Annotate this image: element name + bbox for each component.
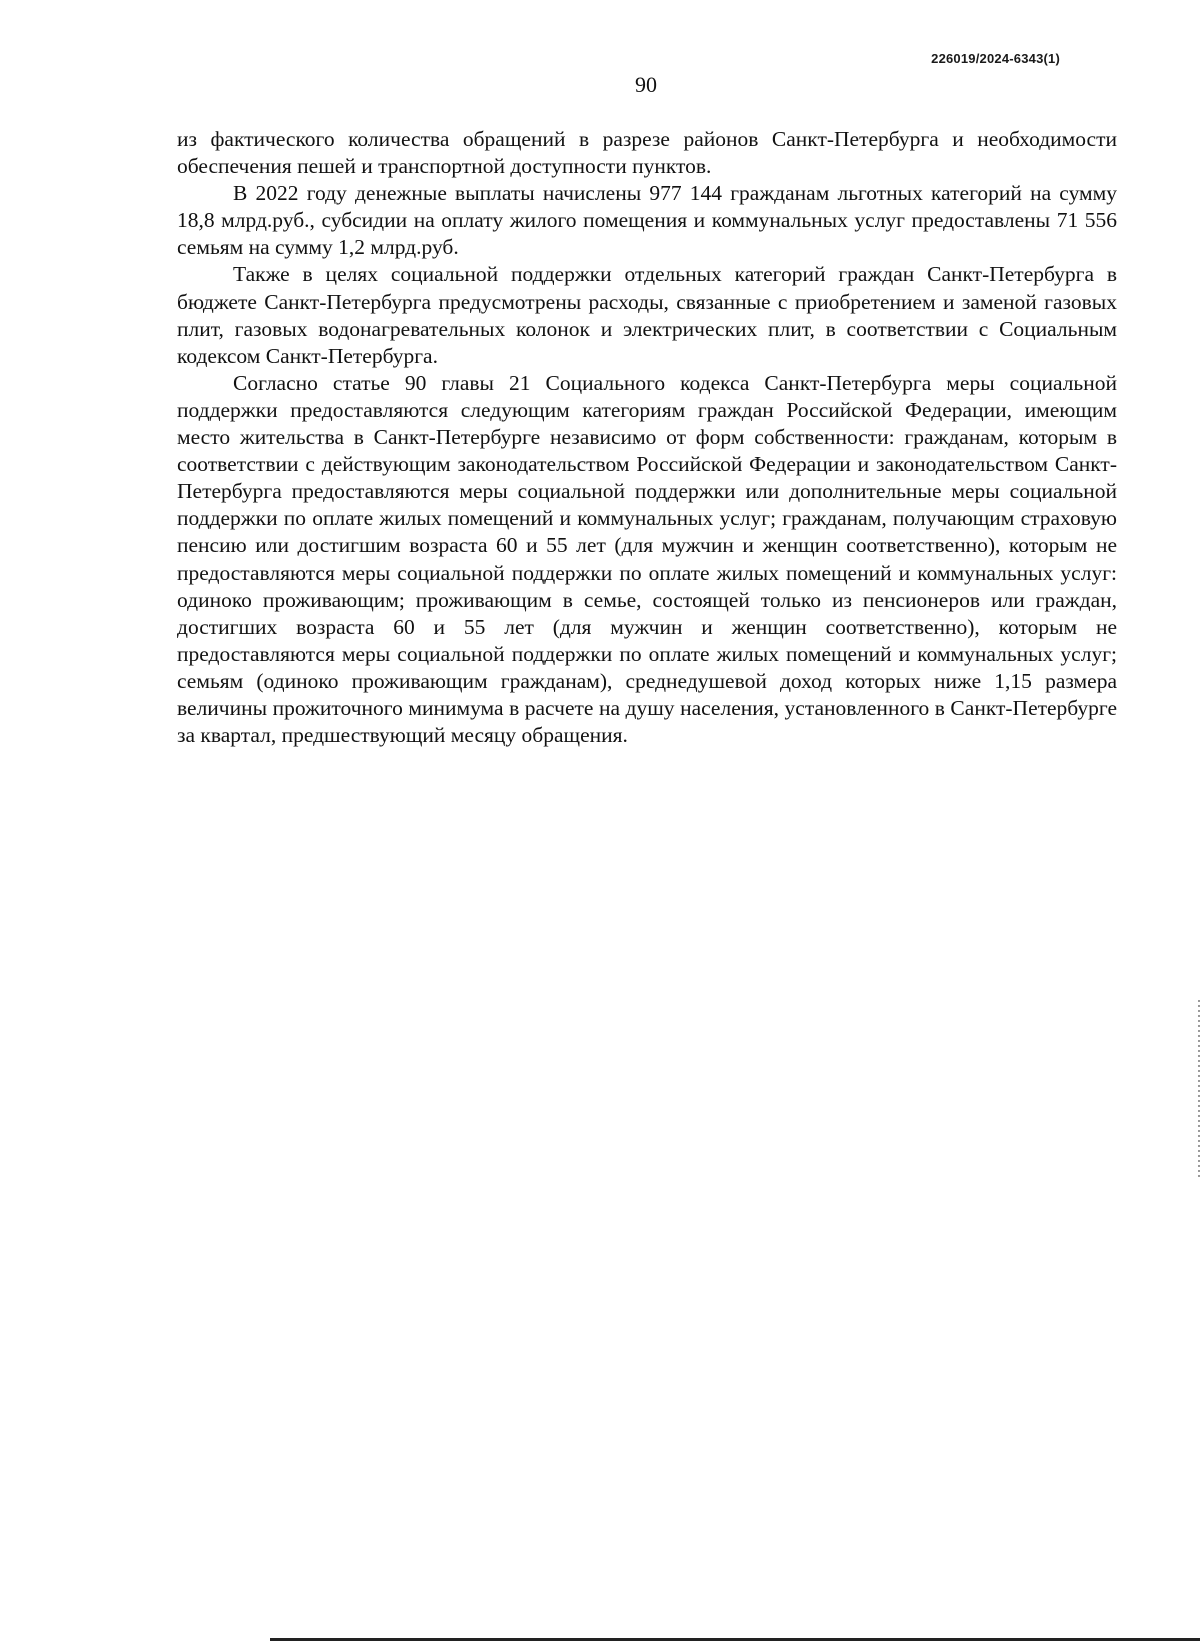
paragraph-gas-stoves-support: Также в целях социальной поддержки отдельных категорий граждан Санкт-Петербурга в бюджете Санкт-Петербурга предусмотрены расходы, связанные с приобретением и заменой газовых плит, газовых водонагревательных колонок и электрических плит, в соответствии с Социальным кодексом Санкт-Петербурга.	[177, 262, 1117, 368]
paragraph-article-90: Согласно статье 90 главы 21 Социального кодекса Санкт-Петербурга меры социальной поддержки предоставляются следующим категориям граждан Российской Федерации, имеющим место жительства в Санкт-Петербурге независимо от форм собственности: гражданам, которым в соответствии с действующим законодательством Российской Федерации и законодательством Санкт-Петербурга предоставляются меры социальной поддержки или дополнительные меры социальной поддержки по оплате жилых помещений и коммунальных услуг; гражданам, получающим страховую пенсию или достигшим возраста 60 и 55 лет (для мужчин и женщин соответственно), которым не предоставляются меры социальной поддержки по оплате жилых помещений и коммунальных услуг: одиноко проживающим; проживающим в семье, состоящей только из пенсионеров или граждан, достигших возраста 60 и 55 лет (для мужчин и женщин соответственно), которым не предоставляются меры социальной поддержки по оплате жилых помещений и коммунальных услуг; семьям (одиноко проживающим гражданам), среднедушевой доход которых ниже 1,15 размера величины прожиточного минимума в расчете на душу населения, установленного в Санкт-Петербурге за квартал, предшествующий месяцу обращения.	[177, 370, 1117, 748]
document-registration-number: 226019/2024-6343(1)	[931, 51, 1060, 66]
page-number: 90	[635, 72, 657, 97]
paragraph-continuation: из фактического количества обращений в разрезе районов Санкт-Петербурга и необходимости обеспечения пешей и транспортной доступности пунктов.	[177, 127, 1117, 179]
paragraph-payments-2022: В 2022 году денежные выплаты начислены 977 144 гражданам льготных категорий на сумму 18,8 млрд.руб., субсидии на оплату жилого помещения и коммунальных услуг предоставлены 71 556 семьям на сумму 1,2 млрд.руб.	[177, 181, 1117, 260]
document-body	[177, 126, 1117, 749]
